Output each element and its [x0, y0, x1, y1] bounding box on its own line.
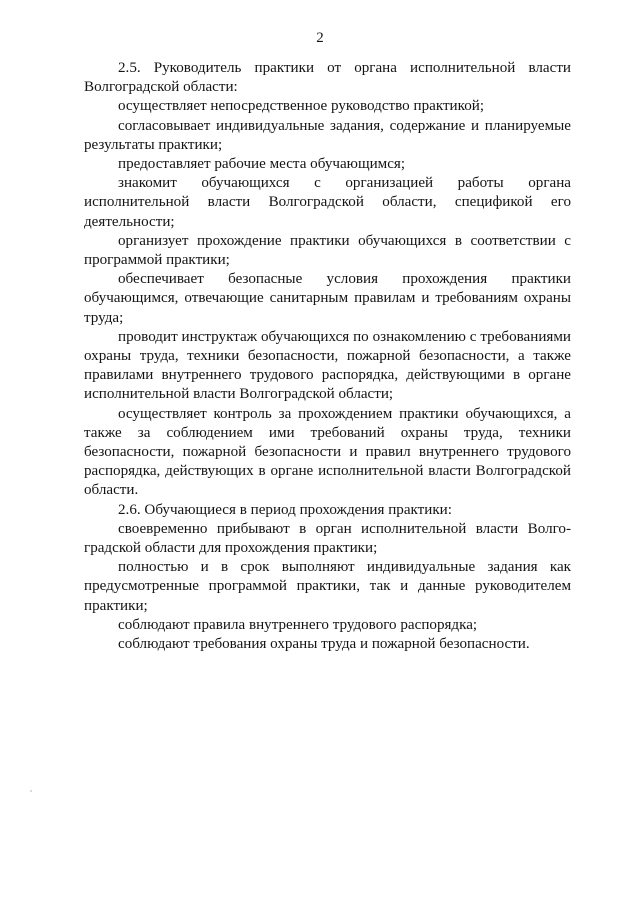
paragraph-supervisor-duty-8: осуществляет контроль за прохождением практики обучающихся, а также за соблюдением ими требований охраны труда, техники безопасности, пожарной безопасности и правил внутреннего трудового распорядка, действующих в органе исполнительной власти Волгоградской области. — [84, 405, 571, 499]
paragraph-student-duty-2: полностью и в срок выполняют индивидуальные задания как предусмотренные программой практики, так и данные руководителем практики; — [84, 559, 571, 614]
paragraph-supervisor-duty-2: согласовывает индивидуальные задания, содержание и планируемые результаты практики; — [84, 117, 571, 153]
paragraph-student-duty-4: соблюдают требования охраны труда и пожарной безопасности. — [118, 636, 530, 653]
page-number: 2 — [316, 30, 324, 46]
scan-speck — [30, 790, 32, 792]
paragraph-supervisor-duty-4: знакомит обучающихся с организацией работы органа исполнительной власти Волгоградской области, спецификой его деятельности; — [84, 175, 571, 230]
document-body — [84, 59, 571, 654]
paragraph-2-5-heading: 2.5. Руководитель практики от органа исполнительной власти Волгоградской области: — [84, 60, 571, 96]
paragraph-student-duty-3: соблюдают правила внутреннего трудового распорядка; — [118, 616, 478, 633]
paragraph-supervisor-duty-5: организует прохождение практики обучающихся в соответствии с программой практики; — [84, 232, 571, 269]
paragraph-supervisor-duty-1: осуществляет непосредственное руководство практикой; — [118, 98, 485, 115]
paragraph-student-duty-1: своевременно прибывают в орган исполнительной власти Волгоградской области для прохождения практики; — [84, 520, 571, 557]
paragraph-supervisor-duty-3: предоставляет рабочие места обучающимся; — [118, 156, 406, 173]
paragraph-supervisor-duty-6: обеспечивает безопасные условия прохождения практики обучающимся, отвечающие санитарным правилам и требованиям охраны труда; — [84, 271, 571, 326]
paragraph-2-6-heading: 2.6. Обучающиеся в период прохождения практики: — [118, 501, 452, 518]
paragraph-supervisor-duty-7: проводит инструктаж обучающихся по ознакомлению с требованиями охраны труда, техники безопасности, пожарной безопасности, а также правилами внутреннего трудового распорядка, действующими в органе исполнительной власти Волгоградской области; — [84, 328, 571, 403]
